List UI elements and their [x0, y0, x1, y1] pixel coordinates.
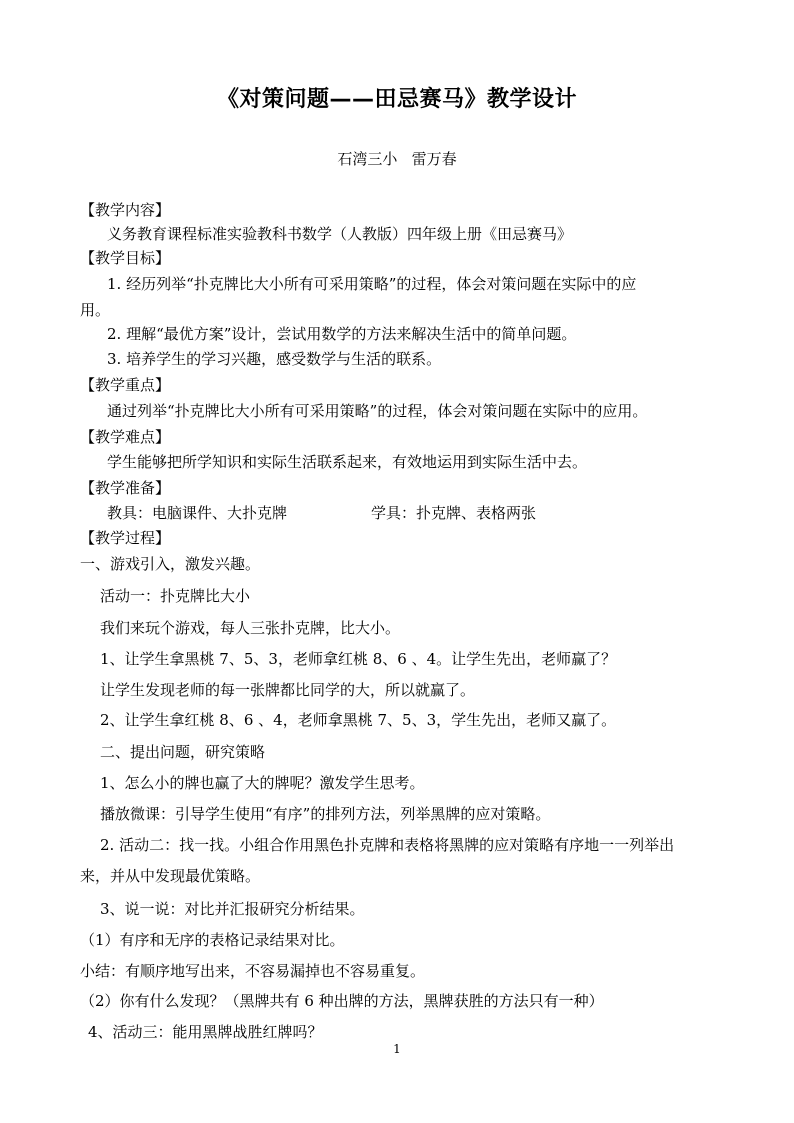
- process-activity-2: 2. 活动二：找一找。小组合作用黑色扑克牌和表格将黑牌的应对策略有序地一一列举出: [100, 836, 675, 854]
- process-step-1: 一、游戏引入，激发兴趣。: [80, 555, 261, 573]
- process-paragraph: 1、怎么小的牌也赢了大的牌呢？激发学生思考。: [100, 774, 425, 792]
- goal-item-3: 3. 培养学生的学习兴趣，感受数学与生活的联系。: [107, 350, 442, 368]
- prep-teacher-tools: 教具：电脑课件、大扑克牌: [107, 504, 288, 522]
- process-paragraph: 播放微课：引导学生使用“有序”的排列方法，列举黑牌的应对策略。: [100, 805, 551, 823]
- section-heading-difficulties: 【教学难点】: [80, 428, 171, 446]
- goal-item-1-continued: 用。: [80, 301, 111, 319]
- process-activity-2-continued: 来，并从中发现最优策略。: [80, 867, 261, 885]
- process-paragraph: （2）你有什么发现？（黑牌共有 6 种出牌的方法，黑牌获胜的方法只有一种）: [80, 992, 604, 1010]
- section-heading-process: 【教学过程】: [80, 529, 171, 547]
- page-number: 1: [393, 1042, 401, 1056]
- goal-item-2: 2. 理解“最优方案”设计，尝试用数学的方法来解决生活中的简单问题。: [107, 325, 577, 343]
- key-points-text: 通过列举“扑克牌比大小所有可采用策略”的过程，体会对策问题在实际中的应用。: [107, 402, 648, 420]
- difficulties-text: 学生能够把所学知识和实际生活联系起来，有效地运用到实际生活中去。: [107, 453, 588, 471]
- process-paragraph: 1、让学生拿黑桃 7、5、3，老师拿红桃 8、6 、4。让学生先出，老师赢了？: [100, 650, 617, 668]
- process-summary: 小结：有顺序地写出来，不容易漏掉也不容易重复。: [80, 962, 426, 980]
- process-paragraph: 3、说一说：对比并汇报研究分析结果。: [100, 900, 365, 918]
- document-author: 石湾三小 雷万春: [337, 150, 457, 168]
- goal-item-1: 1. 经历列举“扑克牌比大小所有可采用策略”的过程，体会对策问题在实际中的应: [107, 275, 637, 293]
- section-heading-key-points: 【教学重点】: [80, 376, 171, 394]
- document-title: 《对策问题——田忌赛马》教学设计: [216, 87, 577, 112]
- prep-student-tools: 学具：扑克牌、表格两张: [371, 504, 537, 522]
- section-heading-goals: 【教学目标】: [80, 249, 171, 267]
- section-heading-content: 【教学内容】: [80, 201, 171, 219]
- process-activity-1: 活动一：扑克牌比大小: [100, 587, 251, 605]
- content-text: 义务教育课程标准实验教科书数学（人教版）四年级上册《田忌赛马》: [107, 225, 573, 243]
- process-step-2: 二、提出问题，研究策略: [100, 743, 266, 761]
- process-activity-3: 4、活动三：能用黑牌战胜红牌吗？: [88, 1023, 323, 1041]
- section-heading-preparation: 【教学准备】: [80, 479, 171, 497]
- process-paragraph: 我们来玩个游戏，每人三张扑克牌，比大小。: [100, 619, 401, 637]
- process-paragraph: （1）有序和无序的表格记录结果对比。: [80, 931, 345, 949]
- process-paragraph: 2、让学生拿红桃 8、6 、4，老师拿黑桃 7、5、3，学生先出，老师又赢了。: [100, 711, 617, 729]
- process-paragraph: 让学生发现老师的每一张牌都比同学的大，所以就赢了。: [100, 681, 476, 699]
